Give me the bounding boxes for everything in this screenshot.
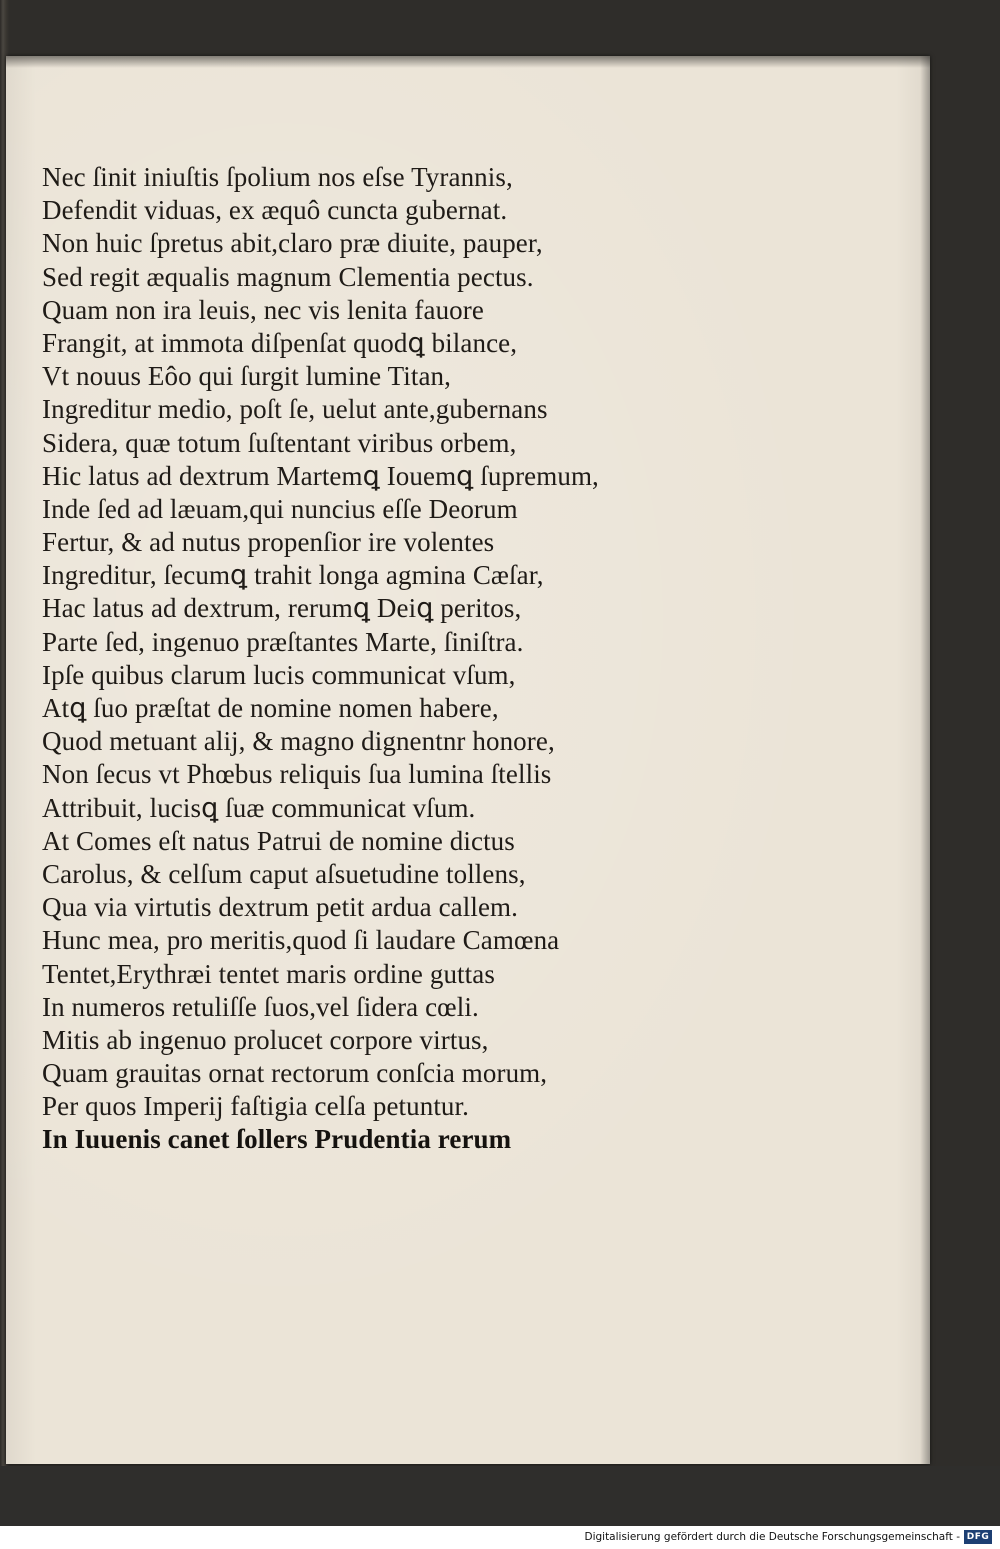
- verse-line: Ingreditur medio, poſt ſe, uelut ante,gubernans: [42, 394, 548, 425]
- verse-line: Non huic ſpretus abit,claro præ diuite, pauper,: [42, 228, 543, 259]
- funding-notice: Digitalisierung gefördert durch die Deutsche Forschungsgemeinschaft -: [584, 1531, 960, 1543]
- verse-line: Quod metuant alij, & magno dignentnr honore,: [42, 726, 555, 757]
- verse-line: Mitis ab ingenuo prolucet corpore virtus,: [42, 1024, 489, 1055]
- verse-line: Parte ſed, ingenuo præſtantes Marte, ſiniſtra.: [42, 626, 524, 657]
- page-top-shadow: [6, 56, 930, 68]
- verse-line: Ingreditur, ſecumꝗ trahit longa agmina Cæſar,: [42, 560, 544, 591]
- verse-line: Quam grauitas ornat rectorum conſcia morum,: [42, 1058, 548, 1089]
- verse-line: Hic latus ad dextrum Martemꝗ Iouemꝗ ſupremum,: [42, 460, 599, 491]
- show-through-text: [736, 176, 926, 1176]
- scan-bottom-border: [0, 1466, 1000, 1526]
- verse-text: [42, 161, 742, 1157]
- verse-line: Qua via virtutis dextrum petit ardua callem.: [42, 892, 519, 923]
- verse-line: Quam non ira leuis, nec vis lenita fauore: [42, 294, 484, 325]
- verse-line: Defendit viduas, ex æquô cuncta gubernat.: [42, 195, 508, 226]
- verse-line: Inde ſed ad læuam,qui nuncius eſſe Deorum: [42, 493, 518, 524]
- book-page: [6, 56, 930, 1464]
- verse-line: Hunc mea, pro meritis,quod ſi laudare Camœna: [42, 925, 560, 956]
- verse-line: Per quos Imperij faſtigia celſa petuntur.: [42, 1091, 469, 1122]
- verse-line: Sidera, quæ totum ſuſtentant viribus orbem,: [42, 427, 517, 458]
- verse-line: Non ſecus vt Phœbus reliquis ſua lumina ſtellis: [42, 759, 552, 790]
- verse-line: Ipſe quibus clarum lucis communicat vſum,: [42, 659, 516, 690]
- verse-line: Sed regit æqualis magnum Clementia pectus.: [42, 261, 534, 292]
- verse-line: Atꝗ ſuo præſtat de nomine nomen habere,: [42, 693, 499, 723]
- verse-line: In numeros retuliſſe ſuos,vel ſidera cœli.: [42, 991, 479, 1022]
- verse-line: At Comes eſt natus Patrui de nomine dictus: [42, 825, 515, 856]
- verse-line: In Iuuenis canet ſollers Prudentia rerum: [42, 1124, 512, 1155]
- verse-line: Hac latus ad dextrum, rerumꝗ Deiꝗ peritos,: [42, 593, 522, 624]
- verse-line: Nec ſinit iniuſtis ſpolium nos eſse Tyrannis,: [42, 162, 513, 192]
- verse-line: Attribuit, lucisꝗ ſuæ communicat vſum.: [42, 792, 476, 823]
- verse-line: Frangit, at immota diſpenſat quodꝗ bilance,: [42, 327, 518, 358]
- footer-bar: [0, 1526, 1000, 1549]
- dfg-logo-icon: DFG: [964, 1530, 992, 1544]
- verse-line: Fertur, & ad nutus propenſior ire volentes: [42, 527, 495, 558]
- verse-line: Carolus, & celſum caput aſsuetudine tollens,: [42, 858, 526, 889]
- verse-line: Tentet,Erythræi tentet maris ordine guttas: [42, 958, 495, 989]
- verse-line: Vt nouus Eôo qui ſurgit lumine Titan,: [42, 361, 451, 392]
